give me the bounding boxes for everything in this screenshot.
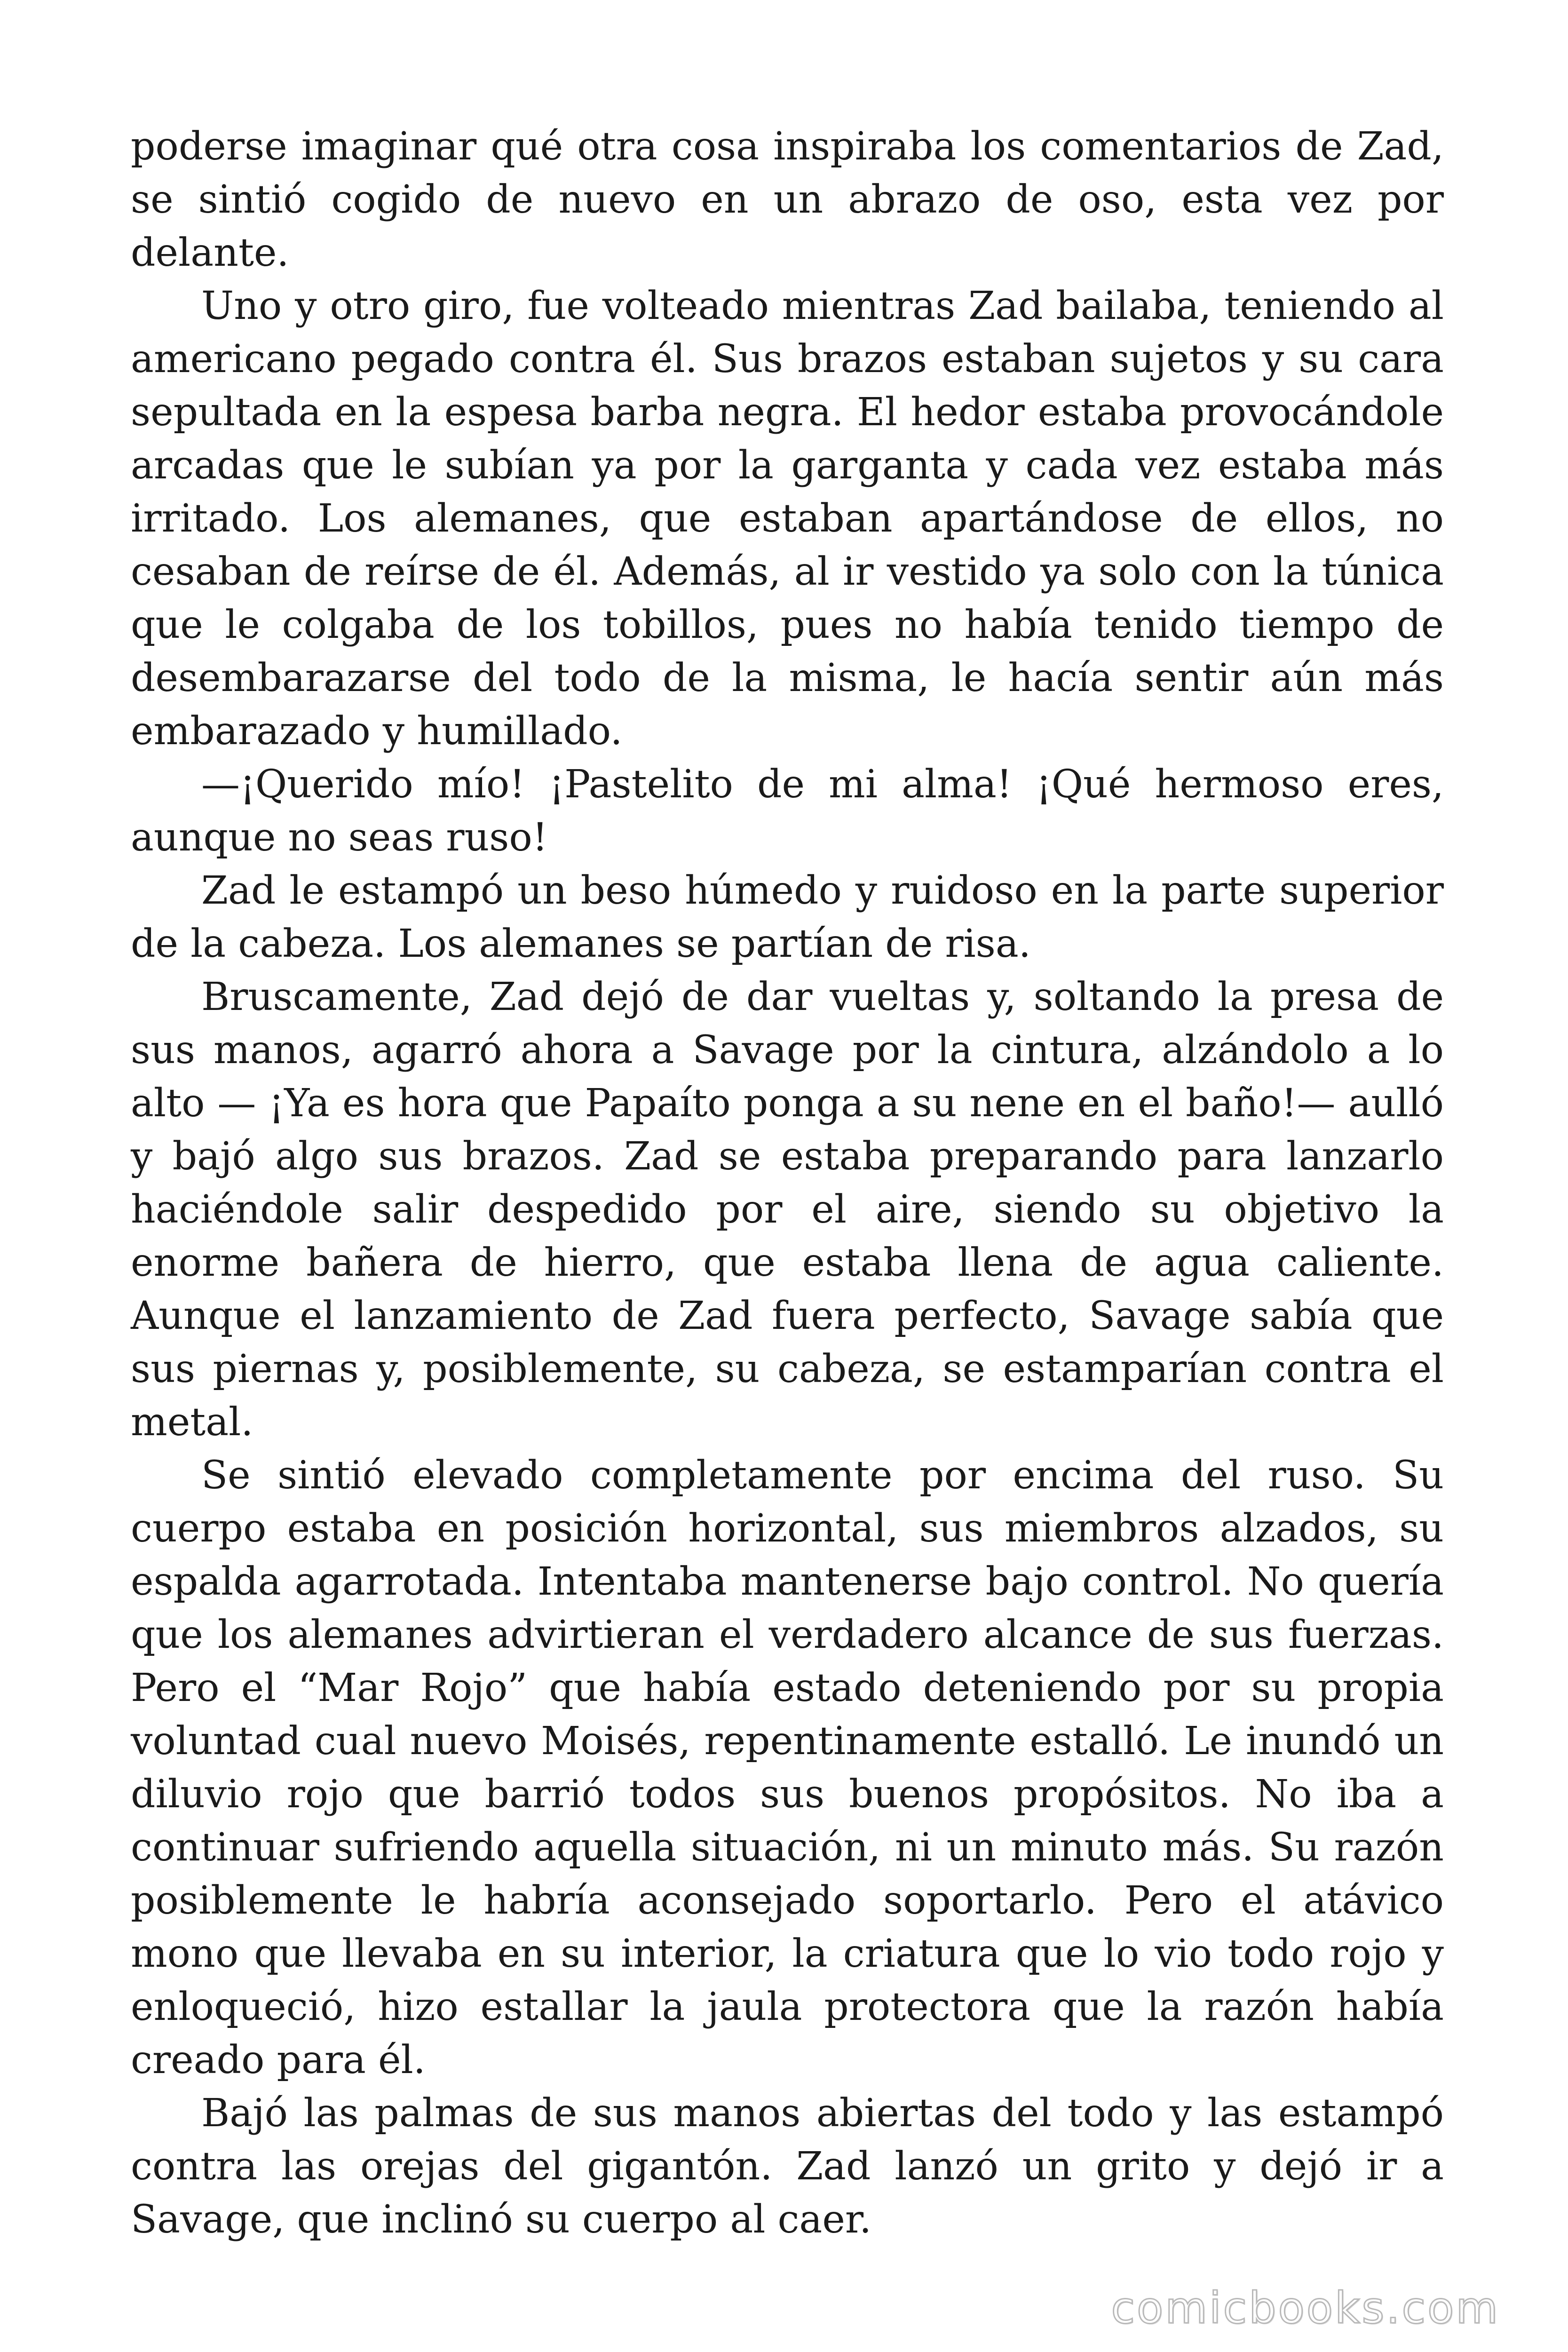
paragraph-5: Bruscamente, Zad dejó de dar vueltas y, soltando la presa de sus manos, agarró ahora a Savage por la cintura, alzándolo a lo alto — ¡Ya es hora que Papaíto ponga a su nene en el baño!— aulló y bajó algo sus brazos. Zad se estaba preparando para lanzarlo haciéndole salir despedido por el aire, siendo su objetivo la enorme bañera de hierro, que estaba llena de agua caliente. Aunque el lanzamiento de Zad fuera perfecto, Savage sabía que sus piernas y, posiblemente, su cabeza, se estamparían contra el metal. [131, 975, 1444, 1445]
page-body [131, 120, 1444, 2246]
paragraph-4: Zad le estampó un beso húmedo y ruidoso en la parte superior de la cabeza. Los alemanes se partían de risa. [131, 868, 1444, 966]
paragraph-1: poderse imaginar qué otra cosa inspiraba los comentarios de Zad, se sintió cogido de nuevo en un abrazo de oso, esta vez por delante. [131, 124, 1444, 275]
watermark: comicbooks.com [1111, 2283, 1500, 2333]
paragraph-7: Bajó las palmas de sus manos abiertas del todo y las estampó contra las orejas del gigantón. Zad lanzó un grito y dejó ir a Savage, que inclinó su cuerpo al caer. [131, 2091, 1444, 2242]
paragraph-3: —¡Querido mío! ¡Pastelito de mi alma! ¡Qué hermoso eres, aunque no seas ruso! [131, 762, 1444, 860]
paragraph-6: Se sintió elevado completamente por encima del ruso. Su cuerpo estaba en posición horizontal, sus miembros alzados, su espalda agarrotada. Intentaba mantenerse bajo control. No quería que los alemanes advirtieran el verdadero alcance de sus fuerzas. Pero el “Mar Rojo” que había estado deteniendo por su propia voluntad cual nuevo Moisés, repentinamente estalló. Le inundó un diluvio rojo que barrió todos sus buenos propósitos. No iba a continuar sufriendo aquella situación, ni un minuto más. Su razón posiblemente le habría aconsejado soportarlo. Pero el atávico mono que llevaba en su interior, la criatura que lo vio todo rojo y enloqueció, hizo estallar la jaula protectora que la razón había creado para él. [131, 1453, 1444, 2082]
paragraph-2: Uno y otro giro, fue volteado mientras Zad bailaba, teniendo al americano pegado contra él. Sus brazos estaban sujetos y su cara sepultada en la espesa barba negra. El hedor estaba provocándole arcadas que le subían ya por la garganta y cada vez estaba más irritado. Los alemanes, que estaban apartándose de ellos, no cesaban de reírse de él. Además, al ir vestido ya solo con la túnica que le colgaba de los tobillos, pues no había tenido tiempo de desembarazarse del todo de la misma, le hacía sentir aún más embarazado y humillado. [131, 284, 1444, 754]
